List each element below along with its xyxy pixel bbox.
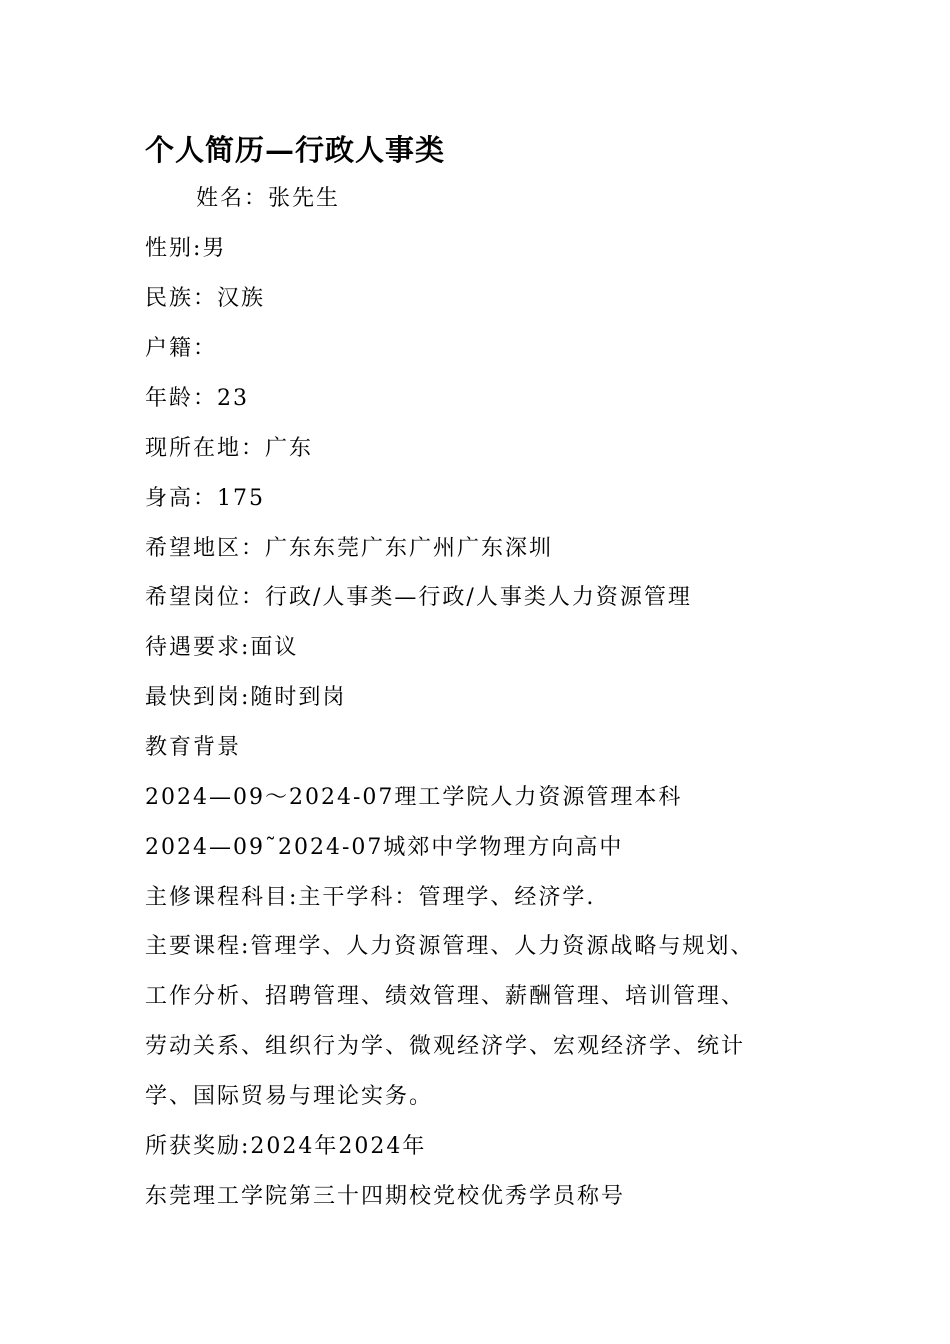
courses-line: 工作分析、招聘管理、绩效管理、薪酬管理、培训管理、 — [145, 984, 746, 1009]
education-entry: 2024—09～2024-07理工学院人力资源管理本科 — [145, 785, 683, 810]
major-subjects-line: 主修课程科目:主干学科：管理学、经济学. — [145, 885, 596, 910]
age-line: 年龄：23 — [145, 386, 249, 411]
salary-line: 待遇要求:面议 — [145, 635, 299, 660]
education-entry: 2024—09˜2024-07城郊中学物理方向高中 — [145, 835, 624, 860]
desired-region-line: 希望地区：广东东莞广东广州广东深圳 — [145, 536, 554, 561]
gender-line: 性别:男 — [145, 236, 227, 261]
height-line: 身高：175 — [145, 486, 265, 511]
award-entry: 东莞理工学院第三十四期校党校优秀学员称号 — [145, 1184, 626, 1209]
location-line: 现所在地：广东 — [145, 436, 314, 461]
household-line: 户籍： — [145, 336, 218, 361]
courses-line: 学、国际贸易与理论实务。 — [145, 1084, 434, 1109]
education-heading: 教育背景 — [145, 735, 242, 760]
name-line: 姓名：张先生 — [196, 186, 341, 211]
awards-line: 所获奖励:2024年2024年 — [145, 1134, 427, 1159]
availability-line: 最快到岗:随时到岗 — [145, 685, 347, 710]
courses-line: 主要课程:管理学、人力资源管理、人力资源战略与规划、 — [145, 934, 755, 959]
document-title: 个人简历—行政人事类 — [145, 133, 446, 167]
desired-position-line: 希望岗位：行政/人事类—行政/人事类人力资源管理 — [145, 585, 692, 610]
ethnicity-line: 民族：汉族 — [145, 286, 266, 311]
courses-line: 劳动关系、组织行为学、微观经济学、宏观经济学、统计 — [145, 1034, 746, 1059]
